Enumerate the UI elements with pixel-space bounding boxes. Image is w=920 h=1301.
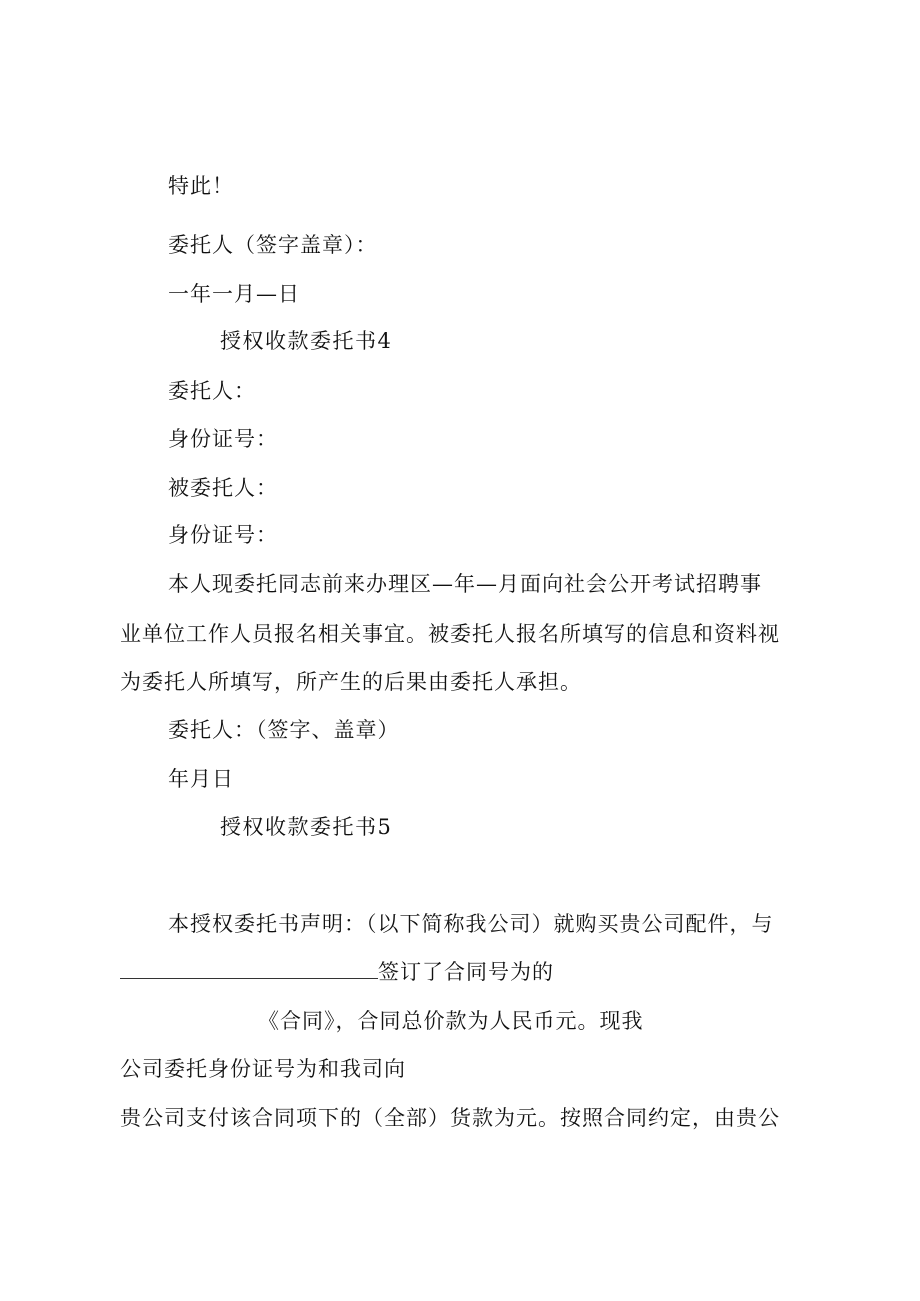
paragraph-2-line-1: 本授权委托书声明：（以下简称我公司）就购买贵公司配件，与 <box>168 912 774 936</box>
principal-id-label: 身份证号： <box>168 427 278 451</box>
paragraph-2-line-4: 公司委托身份证号为和我司向 <box>120 1057 406 1081</box>
paragraph-1-line-3: 为委托人所填写，所产生的后果由委托人承担。 <box>120 670 582 694</box>
date-line: 一年一月—日 <box>168 282 300 306</box>
section-heading-5: 授权收款委托书5 <box>220 815 393 839</box>
principal-sign-stamp-label: 委托人：（签字、盖章） <box>168 718 400 742</box>
fill-in-blank <box>120 958 378 979</box>
date-label: 年月日 <box>168 767 234 791</box>
paragraph-2-line-5: 贵公司支付该合同项下的（全部）货款为元。按照合同约定，由贵公 <box>120 1106 780 1130</box>
paragraph-2-line-2 <box>120 958 554 986</box>
agent-label: 被委托人： <box>168 476 278 500</box>
paragraph-2-line-2-text: 签订了合同号为的 <box>378 960 554 984</box>
closing-text: 特此！ <box>168 174 234 198</box>
paragraph-1-line-1: 本人现委托同志前来办理区—年—月面向社会公开考试招聘事 <box>168 572 762 596</box>
principal-label: 委托人： <box>168 379 256 403</box>
agent-id-label: 身份证号： <box>168 523 278 547</box>
paragraph-1-line-2: 业单位工作人员报名相关事宜。被委托人报名所填写的信息和资料视 <box>120 622 780 646</box>
paragraph-2-line-3: 《合同》，合同总价款为人民币元。现我 <box>258 1009 644 1033</box>
principal-signature-label: 委托人（签字盖章）： <box>168 233 378 257</box>
section-heading-4: 授权收款委托书4 <box>220 329 393 353</box>
